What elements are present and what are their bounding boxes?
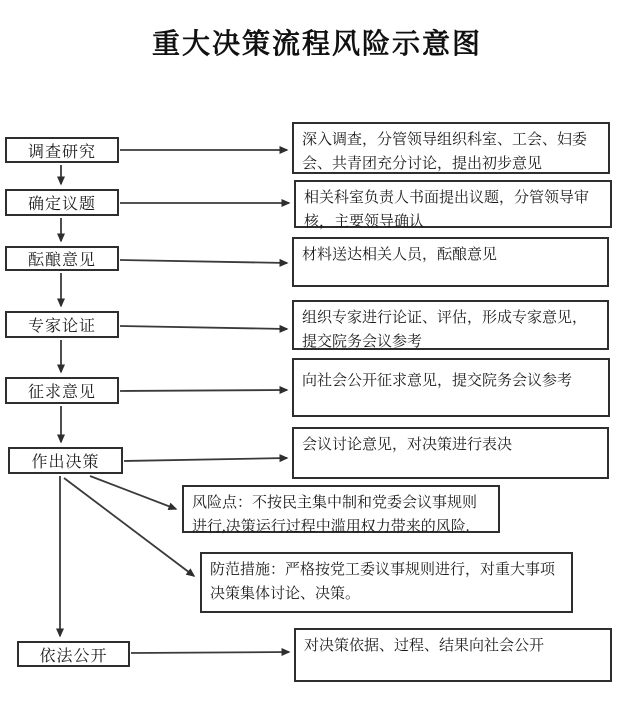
prevention-note-box: 防范措施：严格按党工委议事规则进行，对重大事项决策集体讨论、决策。 [200,552,573,613]
step-box-investigation: 调查研究 [5,137,119,163]
detail-box-deliberation: 材料送达相关人员，酝酿意见 [292,237,609,287]
step-box-deliberation: 酝酿意见 [5,246,119,271]
detail-box-expert-review: 组织专家进行论证、评估，形成专家意见，提交院务会议参考 [292,300,609,350]
arrow-step6-to-detail6 [124,458,287,461]
step-box-topic-confirmation: 确定议题 [5,189,119,216]
detail-box-legal-disclosure: 对决策依据、过程、结果向社会公开 [294,628,612,682]
detail-box-decision-making: 会议讨论意见，对决策进行表决 [292,427,609,479]
arrow-step5-to-detail5 [120,390,287,391]
arrow-step3-to-detail3 [120,260,287,263]
detail-box-investigation: 深入调查，分管领导组织科室、工会、妇委会、共青团充分讨论，提出初步意见 [292,122,610,174]
risk-note-box: 风险点：不按民主集中制和党委会议事规则进行,决策运行过程中滥用权力带来的风险. [182,485,500,533]
detail-box-public-consultation: 向社会公开征求意见，提交院务会议参考 [292,358,610,417]
step-box-expert-review: 专家论证 [5,311,119,338]
step-box-legal-disclosure: 依法公开 [17,641,130,667]
arrow-step7-to-detail7 [131,652,289,653]
arrow-step6-to-risk-note [90,476,176,509]
arrow-step4-to-detail4 [120,326,287,329]
page-title: 重大决策流程风险示意图 [151,29,482,60]
arrow-step6-to-prevention-note [64,478,194,576]
step-box-decision-making: 作出决策 [8,447,123,474]
detail-box-topic-confirmation: 相关科室负责人书面提出议题，分管领导审核，主要领导确认 [294,180,612,228]
step-box-public-consultation: 征求意见 [5,377,119,404]
